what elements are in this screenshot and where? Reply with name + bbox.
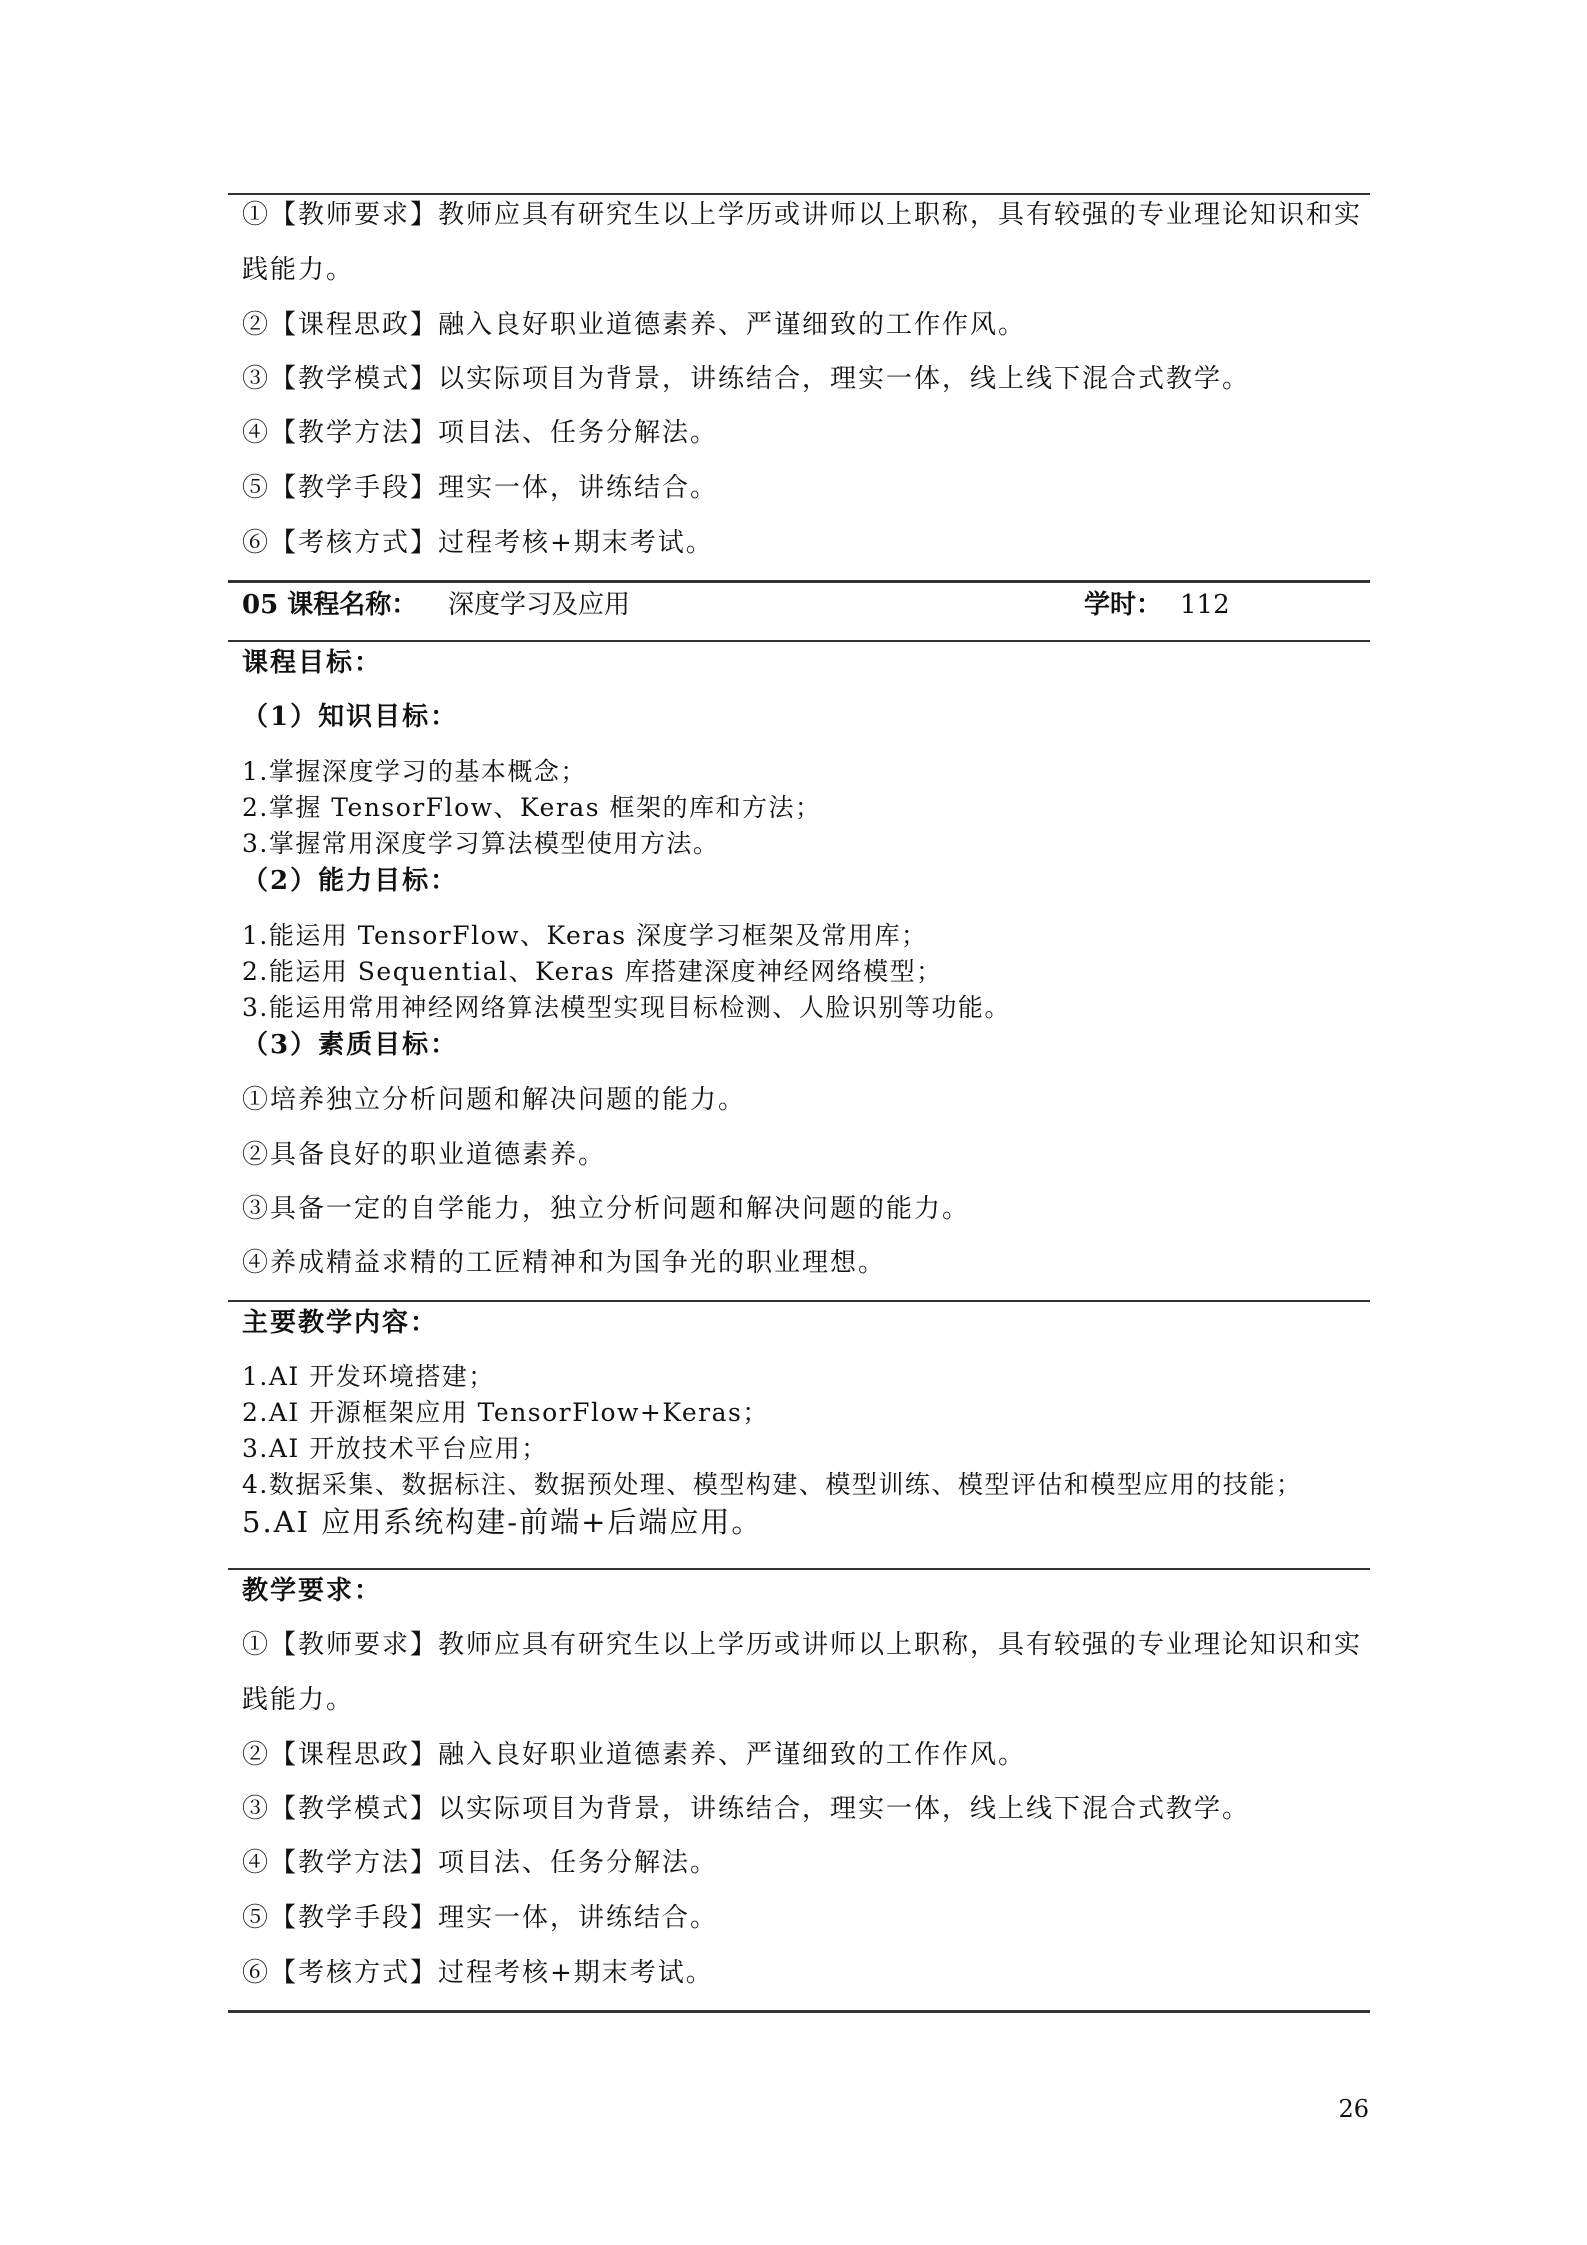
quality-heading: （3）素质目标： <box>242 1030 459 1060</box>
course-row-bottom-border <box>228 640 1370 642</box>
req-assessment: ⑥【考核方式】过程考核+期末考试。 <box>242 1958 714 1988</box>
req-method: ④【教学方法】项目法、任务分解法。 <box>242 1848 719 1878</box>
top-req-teacher: ①【教师要求】教师应具有研究生以上学历或讲师以上职称，具有较强的专业理论知识和实 <box>242 200 1363 230</box>
top-req-assessment: ⑥【考核方式】过程考核+期末考试。 <box>242 528 714 558</box>
page-number: 26 <box>1338 2095 1369 2123</box>
content-item: 3.AI 开放技术平台应用； <box>242 1434 548 1463</box>
knowledge-heading: （1）知识目标： <box>242 702 459 732</box>
top-req-teacher-cont: 践能力。 <box>242 255 355 285</box>
course-row <box>242 588 1352 622</box>
course-name-label: 05 课程名称： <box>242 590 418 620</box>
ability-item: 3.能运用常用神经网络算法模型实现目标检测、人脸识别等功能。 <box>242 993 1011 1022</box>
top-req-mode: ③【教学模式】以实际项目为背景，讲练结合，理实一体，线上线下混合式教学。 <box>242 364 1251 394</box>
ability-item: 1.能运用 TensorFlow、Keras 深度学习框架及常用库； <box>242 921 928 950</box>
course-row-top-border <box>228 580 1370 583</box>
course-name-value: 深度学习及应用 <box>448 590 631 620</box>
req-means: ⑤【教学手段】理实一体，讲练结合。 <box>242 1903 719 1933</box>
top-req-method: ④【教学方法】项目法、任务分解法。 <box>242 418 719 448</box>
req-teacher-cont: 践能力。 <box>242 1685 355 1715</box>
req-teacher: ①【教师要求】教师应具有研究生以上学历或讲师以上职称，具有较强的专业理论知识和实 <box>242 1630 1363 1660</box>
content-bottom-border <box>228 1568 1370 1570</box>
top-border <box>228 193 1370 195</box>
quality-item: ①培养独立分析问题和解决问题的能力。 <box>242 1085 747 1115</box>
quality-item: ③具备一定的自学能力，独立分析问题和解决问题的能力。 <box>242 1194 971 1224</box>
top-req-ideology: ②【课程思政】融入良好职业道德素养、严谨细致的工作作风。 <box>242 310 1027 340</box>
table-bottom-border <box>228 2010 1370 2013</box>
content-item: 5.AI 应用系统构建-前端+后端应用。 <box>242 1505 763 1539</box>
knowledge-item: 1.掌握深度学习的基本概念； <box>242 757 587 786</box>
content-heading: 主要教学内容： <box>242 1308 439 1338</box>
goals-heading: 课程目标： <box>242 648 383 678</box>
top-req-means: ⑤【教学手段】理实一体，讲练结合。 <box>242 473 719 503</box>
knowledge-item: 3.掌握常用深度学习算法模型使用方法。 <box>242 829 720 858</box>
goals-bottom-border <box>228 1300 1370 1302</box>
hours-value: 112 <box>1180 590 1230 620</box>
ability-item: 2.能运用 Sequential、Keras 库搭建深度神经网络模型； <box>242 957 943 986</box>
ability-heading: （2）能力目标： <box>242 866 459 896</box>
content-item: 2.AI 开源框架应用 TensorFlow+Keras； <box>242 1398 769 1427</box>
quality-item: ②具备良好的职业道德素养。 <box>242 1140 607 1170</box>
knowledge-item: 2.掌握 TensorFlow、Keras 框架的库和方法； <box>242 793 822 822</box>
req-ideology: ②【课程思政】融入良好职业道德素养、严谨细致的工作作风。 <box>242 1740 1027 1770</box>
content-item: 4.数据采集、数据标注、数据预处理、模型构建、模型训练、模型评估和模型应用的技能； <box>242 1470 1303 1499</box>
req-mode: ③【教学模式】以实际项目为背景，讲练结合，理实一体，线上线下混合式教学。 <box>242 1794 1251 1824</box>
content-item: 1.AI 开发环境搭建； <box>242 1362 495 1391</box>
hours-label: 学时： <box>1084 590 1163 620</box>
requirements-heading: 教学要求： <box>242 1576 383 1606</box>
quality-item: ④养成精益求精的工匠精神和为国争光的职业理想。 <box>242 1248 887 1278</box>
